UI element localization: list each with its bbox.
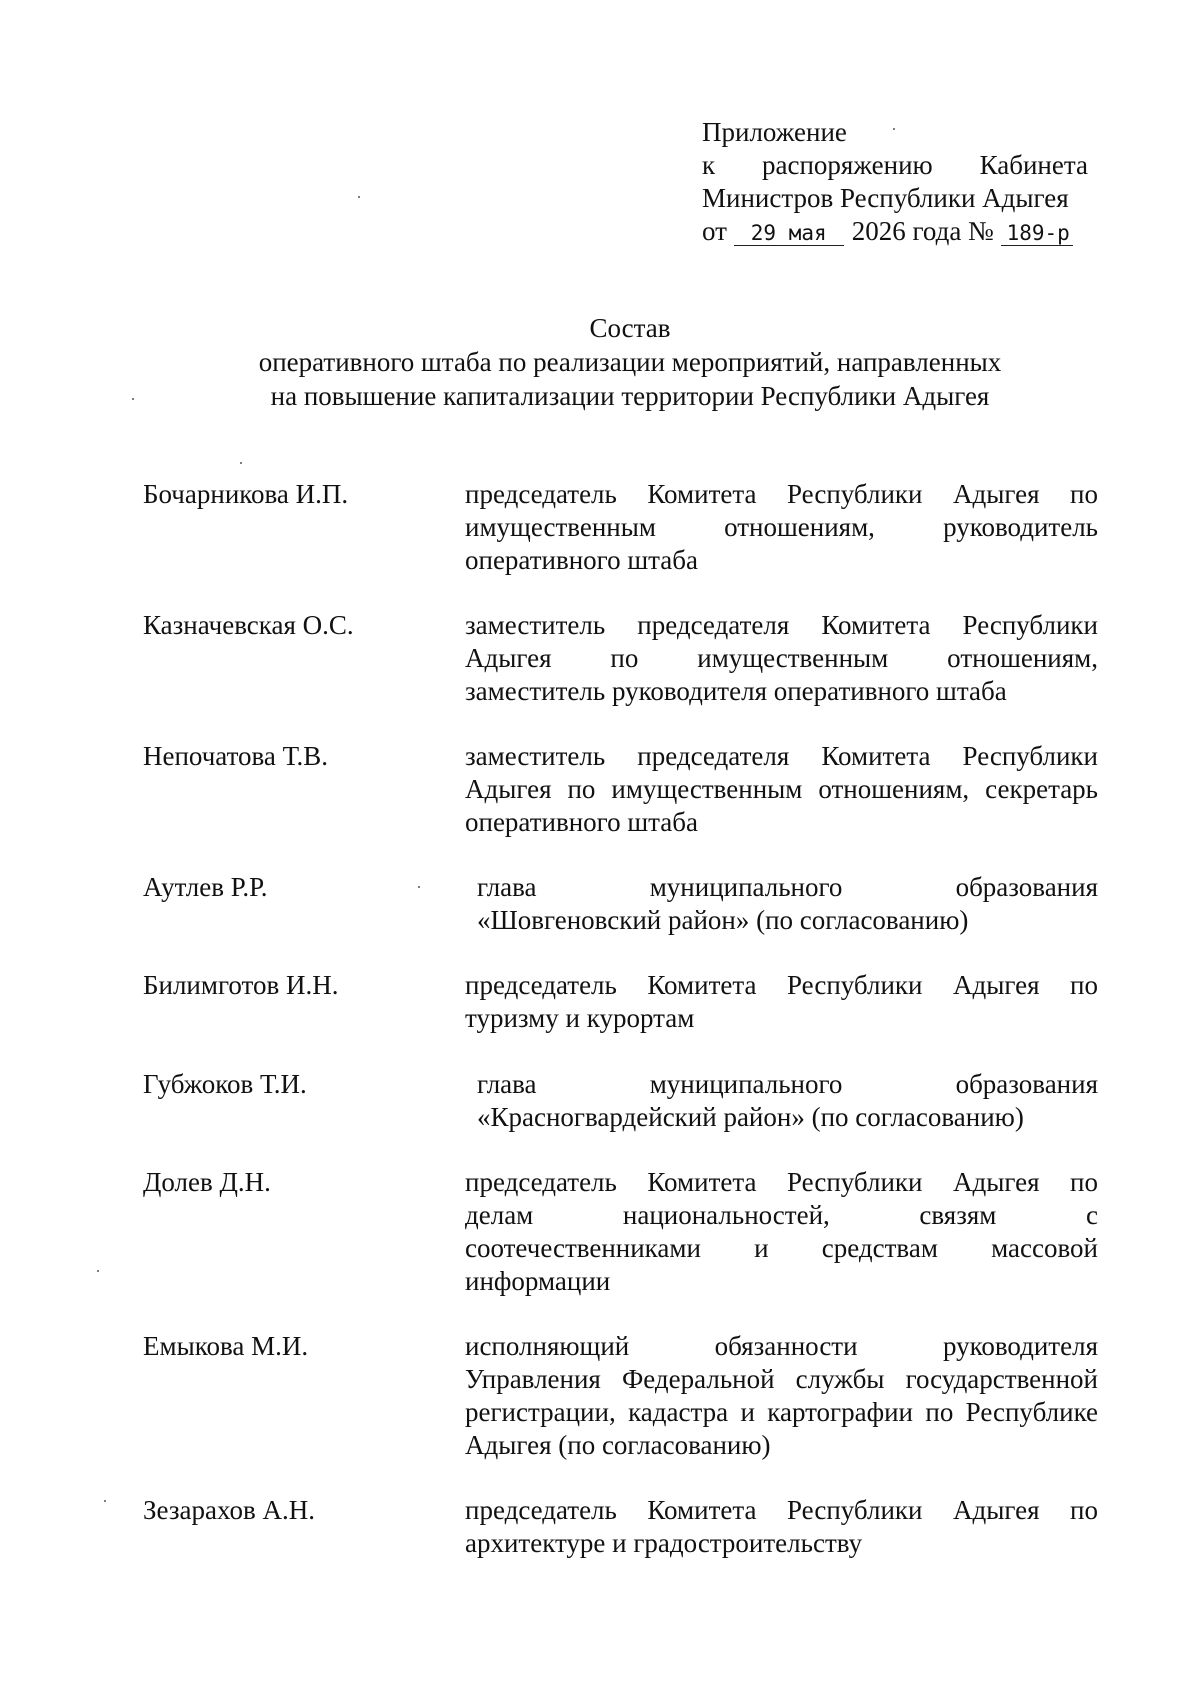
member-name: Билимготов И.Н. (143, 970, 339, 1000)
appendix-line-2 (702, 149, 1088, 182)
role-line: исполняющий обязанности руководителя (465, 1331, 1098, 1361)
role-line: информации (465, 1266, 611, 1296)
member-role (465, 969, 1098, 1035)
role-line: председатель Комитета Республики Адыгея по (465, 479, 1098, 509)
appendix-title: Приложение (702, 117, 847, 147)
role-line: председатель Комитета Республики Адыгея по (465, 970, 1098, 1000)
role-line: делам национальностей, связям с (465, 1200, 1098, 1230)
role-line: Адыгея по имущественным отношениям, (465, 643, 1098, 673)
member-name: Непочатова Т.В. (143, 741, 328, 771)
appendix-date-line (702, 215, 1088, 248)
date-prefix: от (702, 216, 727, 246)
member-role (477, 871, 1098, 937)
role-line: Адыгея (по согласованию) (465, 1430, 771, 1460)
order-number: 189-р (1001, 221, 1073, 246)
appendix-word-3: Кабинета (979, 150, 1088, 180)
appendix-word-2: распоряжению (762, 150, 933, 180)
scan-speck (418, 886, 420, 888)
member-role (465, 478, 1098, 577)
scan-speck (104, 1500, 106, 1502)
appendix-line-3: Министров Республики Адыгея (702, 183, 1069, 213)
role-line: глава муниципального образования (477, 1069, 1098, 1099)
role-line: оперативного штаба (465, 545, 698, 575)
role-line: архитектуре и градостроительству (465, 1528, 863, 1558)
role-line: оперативного штаба (465, 807, 698, 837)
member-name: Губжоков Т.И. (143, 1069, 307, 1099)
member-role (477, 1068, 1098, 1134)
role-line: председатель Комитета Республики Адыгея по (465, 1495, 1098, 1525)
role-line: заместитель руководителя оперативного штаба (465, 676, 1007, 706)
member-role (465, 1166, 1098, 1298)
member-role (465, 1494, 1098, 1560)
title-line-1: Состав (589, 313, 671, 343)
scan-speck (240, 462, 242, 464)
member-name: Казначевская О.С. (143, 610, 354, 640)
role-line: заместитель председателя Комитета Республики (465, 741, 1098, 771)
role-line: «Шовгеновский район» (по согласованию) (477, 905, 969, 935)
member-name: Аутлев Р.Р. (143, 872, 268, 902)
member-role (465, 1330, 1098, 1462)
document-title (100, 311, 1160, 413)
role-line: глава муниципального образования (477, 872, 1098, 902)
role-line: Адыгея по имущественным отношениям, секретарь (465, 774, 1098, 804)
scan-speck (358, 196, 360, 198)
member-name: Бочарникова И.П. (143, 479, 349, 509)
scan-speck (132, 398, 134, 400)
role-line: Управления Федеральной службы государственной (465, 1364, 1098, 1394)
member-role (465, 740, 1098, 839)
title-line-3: на повышение капитализации территории Республики Адыгея (270, 381, 990, 411)
role-line: регистрации, кадастра и картографии по Республике (465, 1397, 1098, 1427)
member-name: Зезарахов А.Н. (143, 1495, 315, 1525)
role-line: председатель Комитета Республики Адыгея по (465, 1167, 1098, 1197)
role-line: туризму и курортам (465, 1003, 695, 1033)
appendix-block (702, 116, 1088, 248)
title-line-2: оперативного штаба по реализации мероприятий, направленных (258, 347, 1002, 377)
year-text: 2026 года № (851, 216, 994, 246)
member-role (465, 609, 1098, 708)
appendix-word-1: к (702, 150, 716, 180)
member-name: Долев Д.Н. (143, 1167, 271, 1197)
member-name: Емыкова М.И. (143, 1331, 309, 1361)
role-line: соотечественниками и средствам массовой (465, 1233, 1098, 1263)
role-line: «Красногвардейский район» (по согласованию) (477, 1102, 1024, 1132)
role-line: имущественным отношениям, руководитель (465, 512, 1098, 542)
scan-speck (893, 128, 895, 130)
role-line: заместитель председателя Комитета Республики (465, 610, 1098, 640)
date-value: 29 мая (734, 221, 844, 246)
scan-speck (97, 1270, 99, 1272)
